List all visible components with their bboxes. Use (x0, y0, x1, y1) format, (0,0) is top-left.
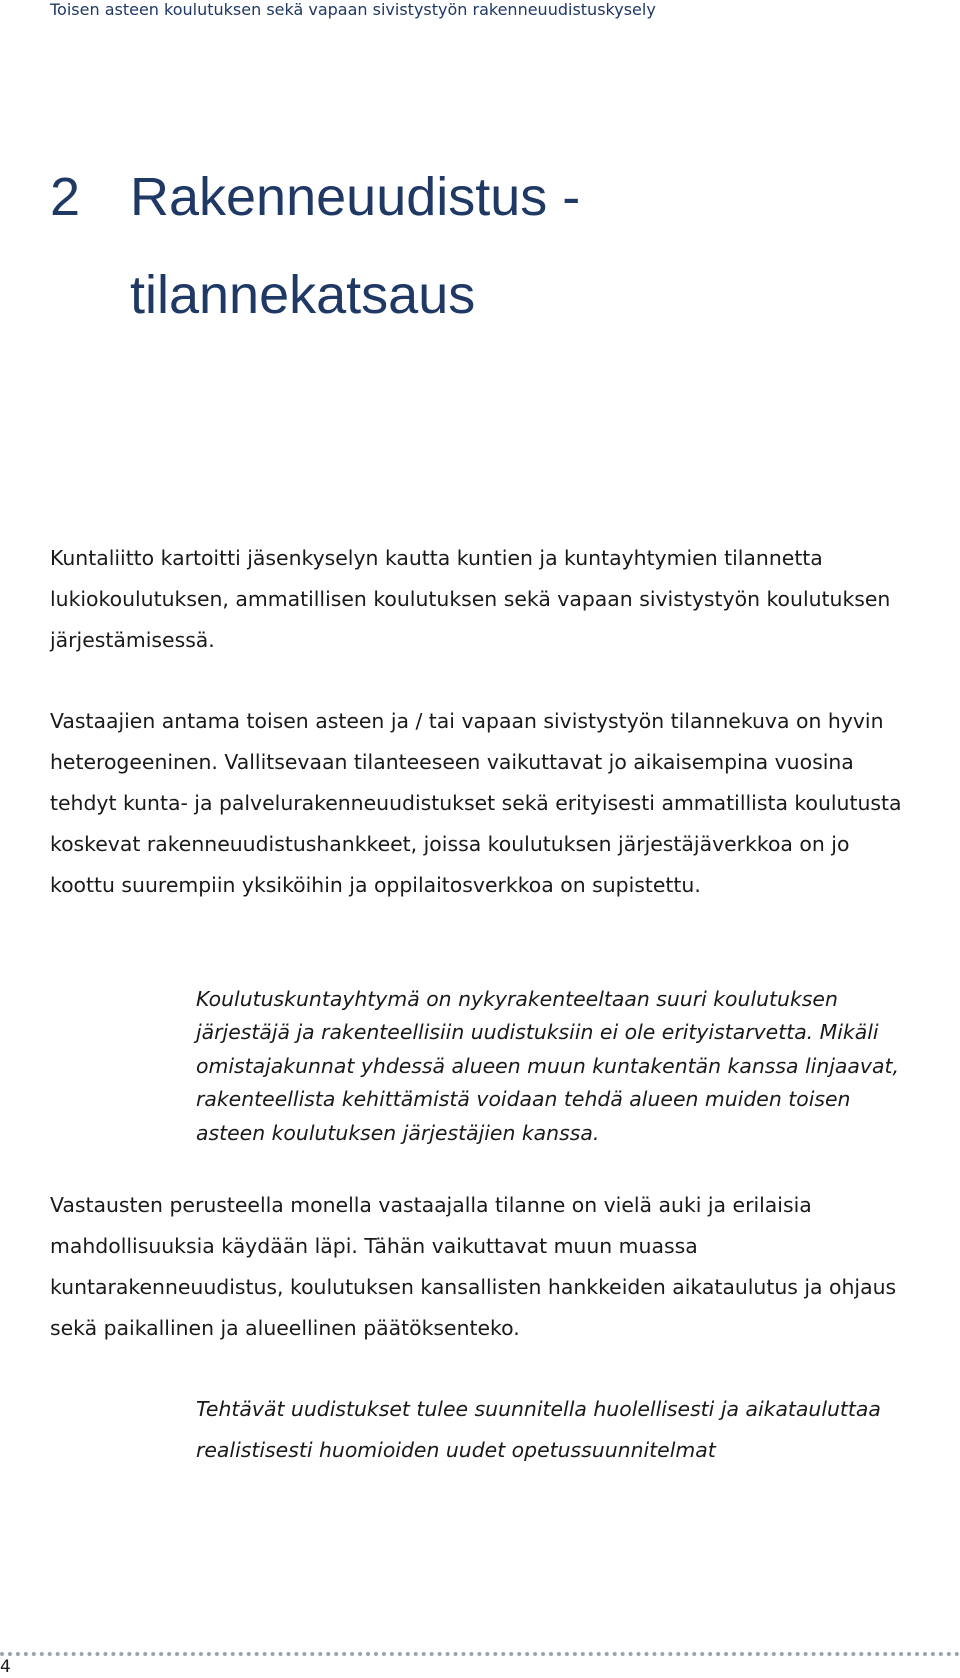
chapter-title: Rakenneuudistus - tilannekatsaus (130, 167, 581, 325)
chapter-heading (50, 148, 910, 344)
body-paragraph: Kuntaliitto kartoitti jäsenkyselyn kautta kuntien ja kuntayhtymien tilannetta lukiokoulutuksen, ammatillisen koulutuksen sekä vapaan sivistystyön koulutuksen järjestämisessä. (50, 546, 891, 652)
running-header: Toisen asteen koulutuksen sekä vapaan sivistystyön rakenneuudistuskysely (50, 0, 656, 19)
chapter-number: 2 (50, 167, 81, 227)
page-number: 4 (0, 1657, 11, 1677)
body-paragraph: Vastaajien antama toisen asteen ja / tai vapaan sivistystyön tilannekuva on hyvin heterogeeninen. Vallitsevaan tilanteeseen vaikuttavat jo aikaisempina vuosina tehdyt kunta- ja palvelurakenneuudistukset sekä erityisesti ammatillista koulutusta koskevat rakenneuudistushankkeet, joissa koulutuksen järjestäjäverkkoa on jo koottu suurempiin yksiköihin ja oppilaitosverkkoa on supistettu. (50, 709, 902, 897)
respondent-quote: Koulutuskuntayhtymä on nykyrakenteeltaan suuri koulutuksen järjestäjä ja rakenteellisiin uudistuksiin ei ole erityistarvetta. Mikäli omistajakunnat yhdessä alueen muun kuntakentän kanssa linjaavat, rakenteellista kehittämistä voidaan tehdä alueen muiden toisen asteen koulutuksen järjestäjien kanssa. (196, 987, 899, 1145)
respondent-quote: Tehtävät uudistukset tulee suunnitella huolellisesti ja aikatauluttaa realistisesti huomioiden uudet opetussuunnitelmat (196, 1397, 881, 1462)
body-paragraph: Vastausten perusteella monella vastaajalla tilanne on vielä auki ja erilaisia mahdollisuuksia käydään läpi. Tähän vaikuttavat muun muassa kuntarakenneuudistus, koulutuksen kansallisten hankkeiden aikataulutus ja ohjaus sekä paikallinen ja alueellinen päätöksenteko. (50, 1193, 897, 1340)
footer-divider (0, 1652, 960, 1656)
